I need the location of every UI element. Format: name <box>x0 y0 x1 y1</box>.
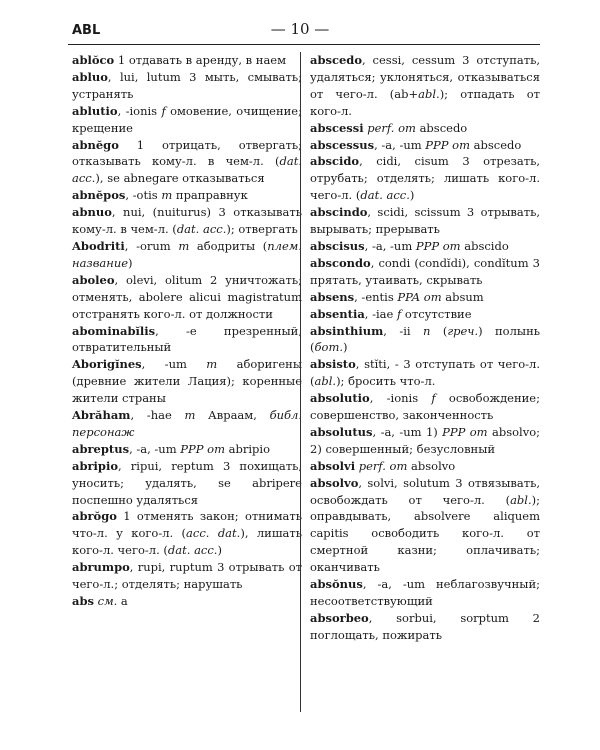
entry-headword: absolutus <box>310 424 373 439</box>
entry-abbreviation: PPP от <box>415 238 461 253</box>
entry-headword: absorbeo <box>310 610 369 625</box>
entry-text: , -iae <box>364 306 397 321</box>
entry-text: , condi (condĭdi), condĭtum 3 прятать, утаивать, скрывать <box>310 255 540 287</box>
dictionary-entry <box>310 390 540 424</box>
entry-headword: absolutio <box>310 391 370 406</box>
entry-headword: abrumpo <box>72 560 130 575</box>
entry-abbreviation: см. <box>97 594 118 608</box>
dictionary-entry <box>72 187 302 204</box>
entry-abbreviation: PPP <box>180 441 204 456</box>
entry-text: , sorbui, sorptum 2 поглощать, пожирать <box>310 610 540 642</box>
dictionary-entry <box>72 508 302 559</box>
entry-abbreviation: dat. acc. <box>176 222 227 237</box>
entry-text: a <box>117 594 128 608</box>
entry-abbreviation: perf. от <box>358 458 408 473</box>
entry-text: ); бросить что-л. <box>336 374 436 389</box>
entry-text: аборигены (древние жители Лация); коренные жители страны <box>72 357 302 406</box>
entry-headword: absentia <box>310 306 365 321</box>
entry-text: , -um <box>141 357 207 372</box>
entry-headword: abnĕpos <box>72 188 126 203</box>
entry-text: abripio <box>225 441 271 456</box>
dictionary-entry <box>72 559 302 593</box>
dictionary-entry <box>310 255 540 289</box>
entry-abbreviation: dat. acc. <box>167 543 218 558</box>
dictionary-entry <box>72 69 302 103</box>
entry-headword: absens <box>310 289 355 304</box>
dictionary-entry <box>72 323 302 357</box>
entry-abbreviation: плем. название <box>72 238 302 270</box>
entry-text: , -otis <box>125 188 162 203</box>
entry-abbreviation: PPP <box>425 137 449 152</box>
dictionary-entry <box>310 238 540 255</box>
entry-headword: abscessus <box>310 137 375 152</box>
entry-headword: abnuo <box>72 205 112 220</box>
entry-abbreviation: f <box>396 306 402 321</box>
entry-text: ); отпадать от кого-л. <box>310 86 540 118</box>
dictionary-entry <box>72 458 302 509</box>
dictionary-entry <box>310 576 540 610</box>
entry-text: ), лишать кого-л. чего-л. ( <box>72 526 302 558</box>
dictionary-entry <box>72 356 302 407</box>
entry-headword: abluo <box>72 69 108 84</box>
entry-text: , -orum <box>124 238 179 253</box>
entry-text: ) полынь ( <box>310 323 540 355</box>
entry-text: , solvi, solutum 3 отвязывать, освобождать от чего-л. ( <box>310 475 540 507</box>
dictionary-entry <box>310 458 540 475</box>
entry-text: 1 отрицать, отвергать; отказывать кому-л. в чем-л. ( <box>72 137 302 169</box>
entry-text: , cessi, cessum 3 отступать, удаляться; уклоняться, отказываться от чего-л. (ab+ <box>310 53 540 101</box>
dictionary-entry <box>72 137 302 188</box>
left-column <box>72 52 302 610</box>
entry-abbreviation: abl. <box>314 374 337 389</box>
dictionary-entry <box>310 52 540 120</box>
entry-text: абодриты ( <box>189 238 268 253</box>
entry-headword: ablŏco <box>72 53 115 67</box>
entry-abbreviation: abl. <box>418 86 440 101</box>
dictionary-entry <box>310 153 540 204</box>
entry-abbreviation: acc. dat. <box>186 526 241 541</box>
entry-text: , -entis <box>354 289 398 304</box>
dictionary-entry <box>310 356 540 390</box>
dictionary-entry <box>72 238 302 272</box>
entry-abbreviation: PPP от <box>442 424 488 439</box>
entry-headword: aboleo <box>72 272 115 287</box>
entry-text: absolvo; 2) совершенный; безусловный <box>310 424 540 456</box>
entry-text: ) <box>409 188 415 203</box>
entry-headword: abscondo <box>310 255 371 270</box>
entry-abbreviation: n <box>423 323 431 338</box>
entry-text: ( <box>430 323 448 338</box>
entry-headword: Abrăham <box>72 408 131 423</box>
entry-text: , stĭti, - 3 отступать от чего-л. ( <box>310 357 540 389</box>
entry-text: , lui, lutum 3 мыть, смывать; устранять <box>72 69 302 101</box>
entry-text: ); оправдывать, absolvere aliquem capitis освободить кого-л. от смертной казни; оплачивать; оканчивать <box>310 492 540 575</box>
entry-headword: abnĕgo <box>72 137 119 152</box>
entry-text: , -e презренный, отвратительный <box>72 323 302 355</box>
entry-text: омовение, очищение; крещение <box>72 103 302 135</box>
entry-headword: absisto <box>310 357 356 372</box>
entry-text: abscido <box>460 238 509 253</box>
entry-headword: ablutio <box>72 103 118 118</box>
entry-text: Авраам, <box>195 408 270 423</box>
column-divider <box>300 52 301 712</box>
entry-text: отсутствие <box>401 306 472 321</box>
entry-abbreviation: m <box>184 408 196 423</box>
entry-abbreviation: PPA от <box>397 289 442 304</box>
dictionary-entry <box>310 306 540 323</box>
entry-text: , -a, -um <box>364 238 416 253</box>
entry-text: , -a, -um 1) <box>372 424 443 439</box>
entry-text: ) <box>217 543 222 558</box>
dictionary-entry <box>72 441 302 458</box>
dictionary-entry <box>72 407 302 441</box>
entry-abbreviation: от <box>452 137 471 152</box>
entry-headword: Aborigĭnes <box>72 357 142 372</box>
entry-text: , scidi, scissum 3 отрывать, вырывать; прерывать <box>310 205 540 237</box>
entry-text: absolvo <box>407 458 456 473</box>
entry-abbreviation: m <box>161 188 173 203</box>
entry-text: , -ii <box>383 323 423 338</box>
dictionary-entry <box>310 289 540 306</box>
entry-text: , -ionis <box>117 103 162 118</box>
header-rule <box>68 44 540 45</box>
entry-text: , -hae <box>130 408 185 423</box>
entry-headword: abrŏgo <box>72 509 117 524</box>
entry-headword: absolvo <box>310 475 359 490</box>
entry-abbreviation: dat. acc. <box>72 154 302 186</box>
entry-headword: abscindo <box>310 205 368 220</box>
entry-text: , -ionis <box>369 391 432 406</box>
entry-text: ); отвергать <box>226 222 298 237</box>
entry-text: , olevi, olitum 2 уничтожать; отменять, abolere alicui magistratum отстранять кого-л. от должности <box>72 272 302 321</box>
dictionary-entry <box>310 323 540 357</box>
entry-text: abscedo <box>470 137 522 152</box>
entry-abbreviation: греч. <box>447 323 479 338</box>
entry-text: , -a, -um <box>374 137 426 152</box>
entry-abbreviation: f <box>161 103 166 118</box>
entry-abbreviation: perf. от <box>367 120 416 135</box>
dictionary-entry <box>310 204 540 238</box>
entry-abbreviation: m <box>178 238 190 253</box>
entry-text: absum <box>441 289 484 304</box>
dictionary-entry <box>72 593 302 610</box>
right-column <box>310 52 540 644</box>
entry-abbreviation: dat. acc. <box>360 188 410 203</box>
entry-text: ) <box>343 340 348 355</box>
entry-abbreviation: m <box>206 357 218 372</box>
entry-headword: absinthium <box>310 323 384 338</box>
entry-abbreviation: от <box>207 441 225 456</box>
entry-text: , nui, (nuiturus) 3 отказывать кому-л. в чем-л. ( <box>72 205 302 237</box>
entry-headword: abscisus <box>310 238 365 253</box>
dictionary-entry <box>310 137 540 154</box>
entry-text: освобождение; совершенство, законченность <box>310 391 540 423</box>
entry-text: ) <box>128 255 133 270</box>
entry-text: , -a, -um <box>129 441 181 456</box>
entry-headword: absŏnus <box>310 577 363 592</box>
entry-text: праправнук <box>172 188 248 203</box>
entry-text: , cidi, cisum 3 отрезать, отрубать; отделять; лишать кого-л. чего-л. ( <box>310 154 540 203</box>
entry-headword: abscedo <box>310 53 362 67</box>
entry-abbreviation: бот. <box>314 340 344 355</box>
entry-text: , ripui, reptum 3 похищать, уносить; удалять, se abripere поспешно удаляться <box>72 458 302 507</box>
entry-headword: absolvi <box>310 458 356 473</box>
dictionary-entry <box>310 475 540 576</box>
dictionary-entry <box>310 120 540 137</box>
entry-headword: Abodriti <box>72 238 125 253</box>
dictionary-entry <box>310 424 540 458</box>
running-head: ABL <box>72 23 101 38</box>
dictionary-entry <box>72 272 302 323</box>
dictionary-entry <box>72 52 302 69</box>
page-number: — 10 — <box>270 20 330 38</box>
entry-headword: abreptus <box>72 441 130 456</box>
entry-headword: abscido <box>310 154 360 169</box>
entry-abbreviation: f <box>431 391 436 406</box>
entry-abbreviation: abl. <box>510 492 532 507</box>
entry-abbreviation: библ. персонаж <box>72 408 302 439</box>
dictionary-entry <box>72 204 302 238</box>
entry-text: , rupi, ruptum 3 отрывать от чего-л.; отделять; нарушать <box>72 560 302 592</box>
entry-text: , -a, -um неблагозвучный; несоответствующий <box>310 577 540 608</box>
entry-headword: abs <box>72 594 94 608</box>
entry-text: abscedo <box>415 120 468 135</box>
entry-text: 1 отдавать в аренду, в наем <box>114 53 287 67</box>
entry-text: 1 отменять закон; отнимать что-л. у кого-л. ( <box>72 509 302 541</box>
entry-headword: abripio <box>72 458 118 473</box>
entry-text: ), se abnegare отказываться <box>95 171 265 186</box>
entry-headword: abscessi <box>310 120 364 135</box>
page-header <box>52 20 548 42</box>
dictionary-entry <box>310 610 540 644</box>
dictionary-entry <box>72 103 302 137</box>
entry-headword: abominabĭlis <box>72 323 156 338</box>
